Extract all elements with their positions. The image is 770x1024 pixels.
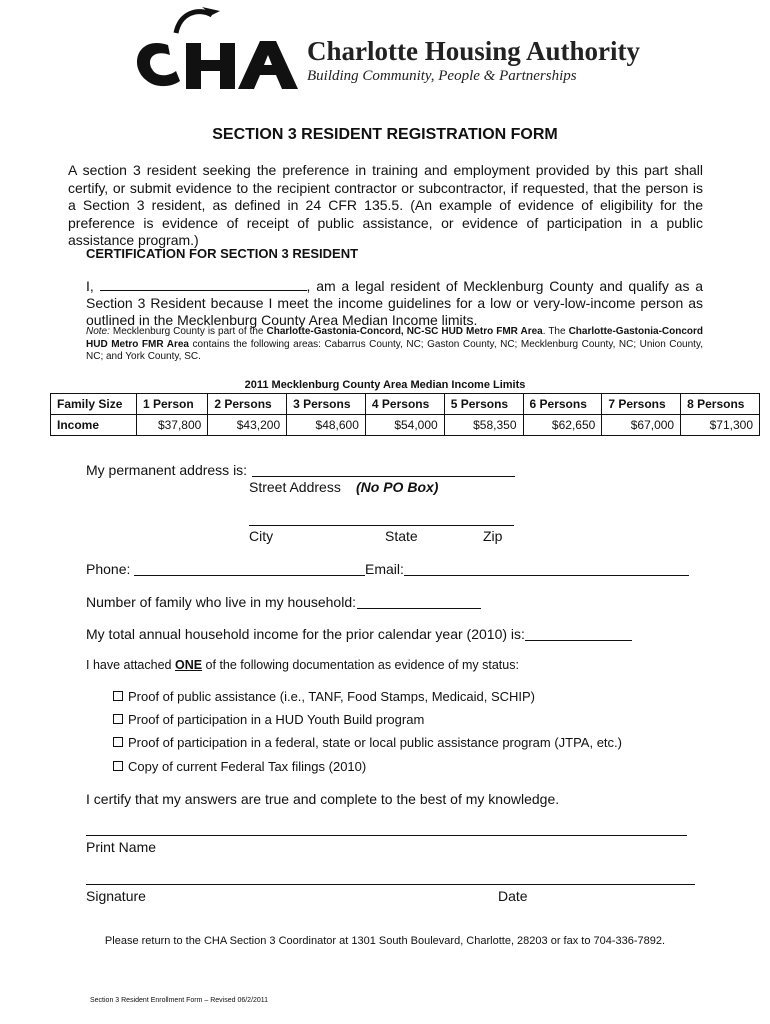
- state-label: State: [385, 528, 418, 544]
- city-state-zip-line[interactable]: [249, 525, 514, 526]
- doc-option-youth-build[interactable]: [113, 712, 424, 727]
- table-cell-income: $67,000: [602, 415, 681, 436]
- doc-option-label: Proof of public assistance (i.e., TANF, Food Stamps, Medicaid, SCHIP): [128, 689, 536, 704]
- zip-label: Zip: [483, 528, 503, 544]
- certification-statement: [86, 278, 703, 329]
- note-bold-1: Charlotte-Gastonia-Concord, NC-SC HUD Metro FMR Area: [266, 326, 543, 337]
- doc-option-label: Proof of participation in a federal, state or local public assistance program (JTPA, etc.): [128, 735, 622, 750]
- table-cell-size: 8 Persons: [681, 394, 760, 415]
- note-bold-2: Charlotte-Gastonia-Concord HUD Metro FMR Area: [86, 326, 704, 350]
- print-name-label: Print Name: [86, 839, 157, 855]
- table-cell-size: 1 Person: [137, 394, 208, 415]
- date-label: Date: [498, 888, 528, 904]
- return-instructions: Please return to the CHA Section 3 Coordinator at 1301 South Boulevard, Charlotte, 28203 or fax to 704-336-7892.: [104, 935, 666, 947]
- table-header-row: [51, 394, 760, 415]
- intro-paragraph: A section 3 resident seeking the preference in training and employment provided by this part shall certify, or submit evidence to the recipient contractor or subcontractor, if requested, that the person is a Section 3 resident, as defined in 24 CFR 135.5. (An example of evidence of eligibility for the preference is evidence of receipt of public assistance, or evidence of participation in a public assistance program.): [68, 162, 703, 248]
- street-address-label: Street Address: [249, 479, 341, 495]
- family-size-header: Family Size: [51, 394, 137, 415]
- table-cell-size: 5 Persons: [444, 394, 523, 415]
- no-po-box-label: (No PO Box): [356, 479, 439, 495]
- income-limits-table: [50, 393, 760, 436]
- checkbox-icon[interactable]: [113, 761, 123, 771]
- checkbox-icon[interactable]: [113, 714, 123, 724]
- note-text-2: . The: [542, 326, 566, 337]
- resident-name-blank[interactable]: [100, 278, 307, 291]
- form-title: SECTION 3 RESIDENT REGISTRATION FORM: [212, 126, 558, 143]
- table-cell-income: $54,000: [365, 415, 444, 436]
- email-label: Email:: [365, 561, 404, 577]
- table-cell-income: $37,800: [137, 415, 208, 436]
- table-cell-size: 6 Persons: [523, 394, 602, 415]
- logo-letter-a: [238, 41, 298, 89]
- checkbox-icon[interactable]: [113, 691, 123, 701]
- city-label: City: [249, 528, 274, 544]
- attached-suffix: of the following documentation as evidence of my status:: [205, 658, 519, 672]
- address-label: My permanent address is:: [86, 462, 248, 478]
- income-line[interactable]: [525, 640, 632, 641]
- table-cell-income: $48,600: [287, 415, 366, 436]
- email-line[interactable]: [404, 575, 689, 576]
- table-cell-size: 7 Persons: [602, 394, 681, 415]
- signature-label: Signature: [86, 888, 146, 904]
- certify-text: I certify that my answers are true and complete to the best of my knowledge.: [86, 791, 560, 807]
- income-table-title: 2011 Mecklenburg County Area Median Income Limits: [244, 379, 526, 391]
- income-label: My total annual household income for the prior calendar year (2010) is:: [86, 626, 525, 642]
- statement-body: , am a legal resident of Mecklenburg County and qualify as a Section 3 Resident because I meet the income guidelines for a low or very-low-income person as outlined in the Mecklenburg County Area Median Income limits.: [86, 278, 703, 328]
- table-cell-size: 3 Persons: [287, 394, 366, 415]
- street-address-line[interactable]: [252, 476, 515, 477]
- table-cell-income: $62,650: [523, 415, 602, 436]
- table-cell-income: $71,300: [681, 415, 760, 436]
- doc-option-federal-program[interactable]: [113, 735, 622, 750]
- table-cell-size: 2 Persons: [208, 394, 287, 415]
- table-cell-income: $43,200: [208, 415, 287, 436]
- phone-line[interactable]: [134, 575, 365, 576]
- org-tagline: Building Community, People & Partnerships: [307, 68, 577, 84]
- attached-one: ONE: [174, 658, 203, 672]
- table-cell-size: 4 Persons: [365, 394, 444, 415]
- doc-option-tax-filings[interactable]: [113, 759, 366, 774]
- phone-label: Phone:: [86, 561, 131, 577]
- org-name: Charlotte Housing Authority: [307, 36, 641, 66]
- revision-note: Section 3 Resident Enrollment Form – Revised 06/2/2011: [90, 997, 269, 1004]
- logo-letter-c: [137, 43, 180, 86]
- doc-option-label: Copy of current Federal Tax filings (2010): [128, 759, 367, 774]
- household-label: Number of family who live in my household:: [86, 594, 357, 610]
- table-income-row: [51, 415, 760, 436]
- certification-heading: CERTIFICATION FOR SECTION 3 RESIDENT: [86, 246, 359, 261]
- attached-prefix: I have attached: [86, 658, 172, 672]
- income-row-label: Income: [51, 415, 137, 436]
- attached-statement: [86, 658, 519, 672]
- household-line[interactable]: [357, 608, 481, 609]
- note-text-1: Mecklenburg County is part of the: [112, 326, 264, 337]
- signature-line[interactable]: [86, 884, 695, 885]
- roof-swoosh-icon: [176, 12, 212, 33]
- statement-prefix: I,: [86, 278, 94, 294]
- note-label: Note:: [86, 326, 110, 337]
- checkbox-icon[interactable]: [113, 737, 123, 747]
- note-text-3: contains the following areas: Cabarrus County, NC; Gaston County, NC; Mecklenburg County, NC; Union County, NC; and York County, SC.: [86, 338, 703, 362]
- print-name-line[interactable]: [86, 835, 687, 836]
- table-cell-income: $58,350: [444, 415, 523, 436]
- fmr-note: [86, 326, 703, 364]
- doc-option-public-assistance[interactable]: [113, 689, 535, 704]
- doc-option-label: Proof of participation in a HUD Youth Build program: [128, 712, 425, 727]
